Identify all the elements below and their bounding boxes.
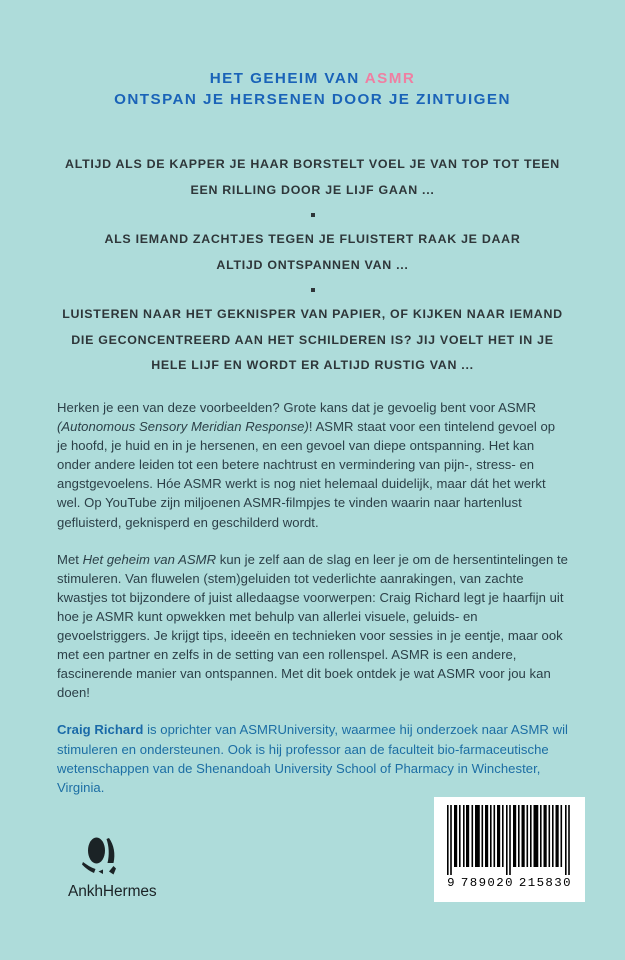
- barcode-digits: [444, 876, 575, 890]
- teaser-line: ALTIJD ONTSPANNEN VAN ...: [216, 257, 409, 272]
- title-main-text: HET GEHEIM VAN: [209, 70, 365, 87]
- title-line-1: [0, 68, 625, 89]
- teaser-group-3: [0, 302, 625, 379]
- isbn-barcode: [434, 797, 585, 902]
- teaser-group-1: [0, 152, 625, 203]
- teaser-block: [0, 152, 625, 379]
- teaser-line: HELE LIJF EN WORDT ER ALTIJD RUSTIG VAN ...: [151, 358, 474, 372]
- barcode-digits-left: 789020: [460, 876, 514, 890]
- title-line-2: ONTSPAN JE HERSENEN DOOR JE ZINTUIGEN: [114, 91, 511, 108]
- cover-title-block: [0, 68, 625, 110]
- blurb-p2-italic-booktitle: Het geheim van ASMR: [82, 551, 217, 567]
- barcode-digit-lead: 9: [447, 876, 456, 890]
- teaser-line: EEN RILLING DOOR JE LIJF GAAN ...: [190, 182, 435, 197]
- publisher-logo-block: [68, 833, 238, 901]
- teaser-line: LUISTEREN NAAR HET GEKNISPER VAN PAPIER, OF KIJKEN NAAR IEMAND: [62, 307, 563, 321]
- teaser-group-2: [0, 227, 625, 278]
- blurb-p1-part-a: Herken je een van deze voorbeelden? Grote kans dat je gevoelig bent voor ASMR: [57, 400, 537, 415]
- author-bio-paragraph: [57, 720, 569, 796]
- blurb-p1-part-b: ! ASMR staat voor een tintelend gevoel op je hoofd, je huid en in je hersenen, en een gevoel van diepe ontspanning. Het kan onder andere leiden tot een betere nachtrust en vermindering van pijn-, stress- en angstgevoelens. Hóe ASMR werkt is nog niet helemaal duidelijk, maar dát het werkt wel. Op YouTube zijn miljoenen ASMR-filmpjes te vinden waarin naar hartenlust gefluisterd, geknisperd en geschilderd wordt.: [57, 419, 556, 530]
- author-bio-text: is oprichter van ASMRUniversity, waarmee hij onderzoek naar ASMR wil stimuleren en ondersteunen. Ook is hij professor aan de faculteit bio-farmaceutische wetenschappen van de Shenandoah University School of Pharmacy in Winchester, Virginia.: [57, 722, 568, 795]
- barcode-digits-right: 215830: [518, 876, 572, 890]
- author-name: Craig Richard: [57, 722, 144, 738]
- blurb-p1-italic: (Autonomous Sensory Meridian Response): [57, 419, 309, 435]
- blurb-p2-part-b: kun je zelf aan de slag en leer je om de hersentintelingen te stimuleren. Van fluwelen (stem)geluiden tot vederlichte aanrakingen, van zachte kwastjes tot bijzondere of juist alledaagse voorwerpen: Craig Richard legt je haarfijn uit hoe je ASMR kunt opwekken met behulp van allerlei visuele, geluids- en gevoelstriggers. Je krijgt tips, ideeën en technieken voor sessies in je eentje, maar ook met een partner en zelfs in de setting van een rollenspel. ASMR is een andere, fascinerende manier van ontspannen. Met dit boek ontdek je wat ASMR voor jou kan doen!: [57, 551, 568, 701]
- blurb-paragraph-2: [57, 550, 569, 703]
- teaser-line: DIE GECONCENTREERD AAN HET SCHILDEREN IS? JIJ VOELT HET IN JE: [71, 332, 554, 347]
- teaser-line: ALTIJD ALS DE KAPPER JE HAAR BORSTELT VOEL JE VAN TOP TOT TEEN: [65, 157, 560, 171]
- blurb-text-block: [57, 398, 569, 797]
- publisher-name: AnkhHermes: [68, 883, 157, 900]
- blurb-p2-part-a: Met: [57, 551, 83, 567]
- teaser-separator-dot: [0, 203, 625, 227]
- blurb-paragraph-1: [57, 398, 569, 532]
- barcode-bars: [444, 805, 575, 875]
- teaser-separator-dot: [0, 278, 625, 302]
- teaser-line: ALS IEMAND ZACHTJES TEGEN JE FLUISTERT RAAK JE DAAR: [104, 232, 521, 246]
- title-accent-asmr: ASMR: [364, 70, 416, 87]
- ankh-hermes-logo-icon: [76, 833, 132, 881]
